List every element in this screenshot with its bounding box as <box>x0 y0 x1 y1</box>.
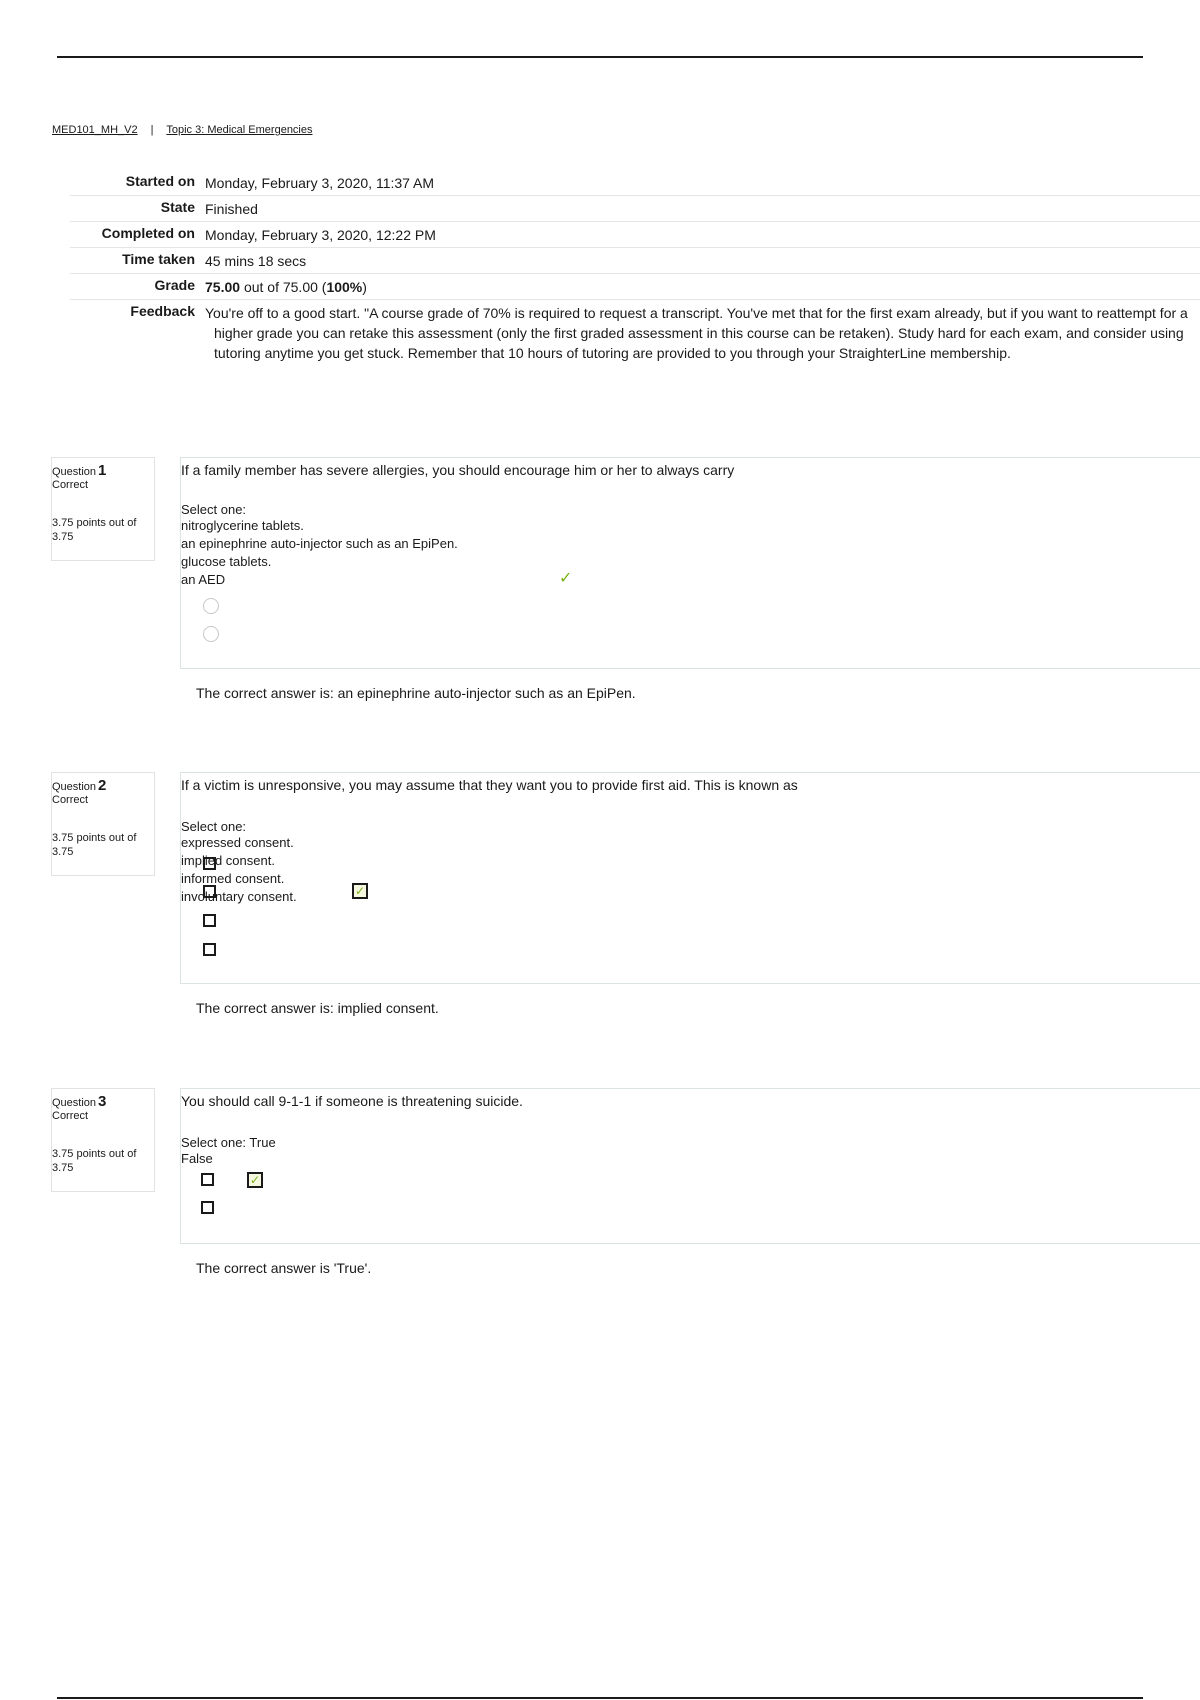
summary-row-state <box>70 196 1200 222</box>
bottom-rule <box>57 1697 1143 1699</box>
summary-row-feedback <box>70 300 1200 366</box>
question-content <box>180 772 1200 984</box>
question-state: Correct <box>52 794 89 806</box>
grade-value <box>205 274 1200 300</box>
summary-row-started <box>70 170 1200 196</box>
question-points: 3.75 points out of 3.75 <box>52 517 137 543</box>
question-content <box>180 1088 1200 1244</box>
attempt-summary-table <box>70 170 1200 365</box>
check-icon: ✓ <box>352 883 368 899</box>
correct-answer: The correct answer is 'True'. <box>196 1260 372 1276</box>
correct-answer: The correct answer is: implied consent. <box>196 1000 439 1016</box>
answer-options <box>181 834 1200 906</box>
radio-button[interactable] <box>203 598 219 614</box>
breadcrumb-separator: | <box>150 124 154 136</box>
option-label: involuntary consent. <box>181 889 297 904</box>
grade-close: ) <box>362 279 367 295</box>
answer-options <box>181 1150 1200 1168</box>
question-number: 2 <box>98 777 107 794</box>
top-rule <box>57 56 1143 58</box>
checkbox[interactable] <box>203 914 216 927</box>
question-label: Question <box>52 1097 97 1109</box>
question-text: If a family member has severe allergies, you should encourage him or her to always carry <box>181 462 735 478</box>
option-label: expressed consent. <box>181 835 294 850</box>
select-one-label: Select one: True <box>181 1135 276 1150</box>
summary-row-grade <box>70 274 1200 300</box>
option-label: informed consent. <box>181 871 285 886</box>
summary-row-completed <box>70 222 1200 248</box>
question-state: Correct <box>52 479 89 491</box>
breadcrumb <box>52 124 313 136</box>
summary-value: Finished <box>205 201 258 217</box>
checkbox[interactable] <box>203 943 216 956</box>
summary-label: Started on <box>125 173 195 189</box>
summary-label: Completed on <box>101 225 195 241</box>
option-label: False <box>181 1151 213 1166</box>
summary-row-time-taken <box>70 248 1200 274</box>
summary-value: Monday, February 3, 2020, 11:37 AM <box>205 175 435 191</box>
question-state: Correct <box>52 1110 89 1122</box>
option-label: an epinephrine auto-injector such as an EpiPen. <box>181 536 458 551</box>
summary-value: 45 mins 18 secs <box>205 253 307 269</box>
option-label: glucose tablets. <box>181 554 272 569</box>
radio-button[interactable] <box>203 626 219 642</box>
feedback-text: You're off to a good start. "A course grade of 70% is required to request a transcript. You've met that for the first exam already, but if you want to reattempt for a higher grade you can retake this assessment (only the first graded assessment in this course can be retaken). Study hard for each exam, and consider using tutoring anytime you get stuck. Remember that 10 hours of tutoring are provided to you through your StraighterLine membership. <box>205 305 1188 361</box>
checkbox[interactable] <box>201 1201 214 1214</box>
question-text: If a victim is unresponsive, you may assume that they want you to provide first aid. This is known as <box>181 777 798 793</box>
check-icon: ✓ <box>559 570 573 587</box>
grade-score: 75.00 <box>205 279 241 295</box>
option-label: nitroglycerine tablets. <box>181 518 304 533</box>
question-content <box>180 457 1200 669</box>
breadcrumb-course-link[interactable]: MED101_MH_V2 <box>52 124 138 136</box>
question-info <box>51 1088 155 1192</box>
checkbox[interactable] <box>203 885 216 898</box>
feedback-value <box>205 300 1200 366</box>
summary-value: Monday, February 3, 2020, 12:22 PM <box>205 227 436 243</box>
summary-label: Time taken <box>122 251 195 267</box>
check-icon: ✓ <box>247 1172 263 1188</box>
question-label: Question <box>52 781 97 793</box>
question-info <box>51 772 155 876</box>
option-label: implied consent. <box>181 853 275 868</box>
question-info <box>51 457 155 561</box>
question-text: You should call 9-1-1 if someone is threatening suicide. <box>181 1093 523 1109</box>
question-label: Question <box>52 466 97 478</box>
breadcrumb-topic-link[interactable]: Topic 3: Medical Emergencies <box>166 124 313 136</box>
select-one-label: Select one: <box>181 819 247 834</box>
summary-label: State <box>160 199 195 215</box>
correct-answer: The correct answer is: an epinephrine auto-injector such as an EpiPen. <box>196 685 636 701</box>
grade-out-of: out of 75.00 ( <box>243 279 327 295</box>
checkbox[interactable] <box>201 1173 214 1186</box>
checkbox[interactable] <box>203 857 216 870</box>
select-one-label: Select one: <box>181 502 247 517</box>
question-points: 3.75 points out of 3.75 <box>52 1148 137 1174</box>
grade-percent: 100% <box>326 279 363 295</box>
feedback-label: Feedback <box>130 303 195 319</box>
question-points: 3.75 points out of 3.75 <box>52 832 137 858</box>
answer-options <box>181 517 1200 589</box>
question-number: 1 <box>98 462 107 479</box>
option-label: an AED <box>181 572 226 587</box>
grade-label: Grade <box>154 277 195 293</box>
question-number: 3 <box>98 1093 107 1110</box>
